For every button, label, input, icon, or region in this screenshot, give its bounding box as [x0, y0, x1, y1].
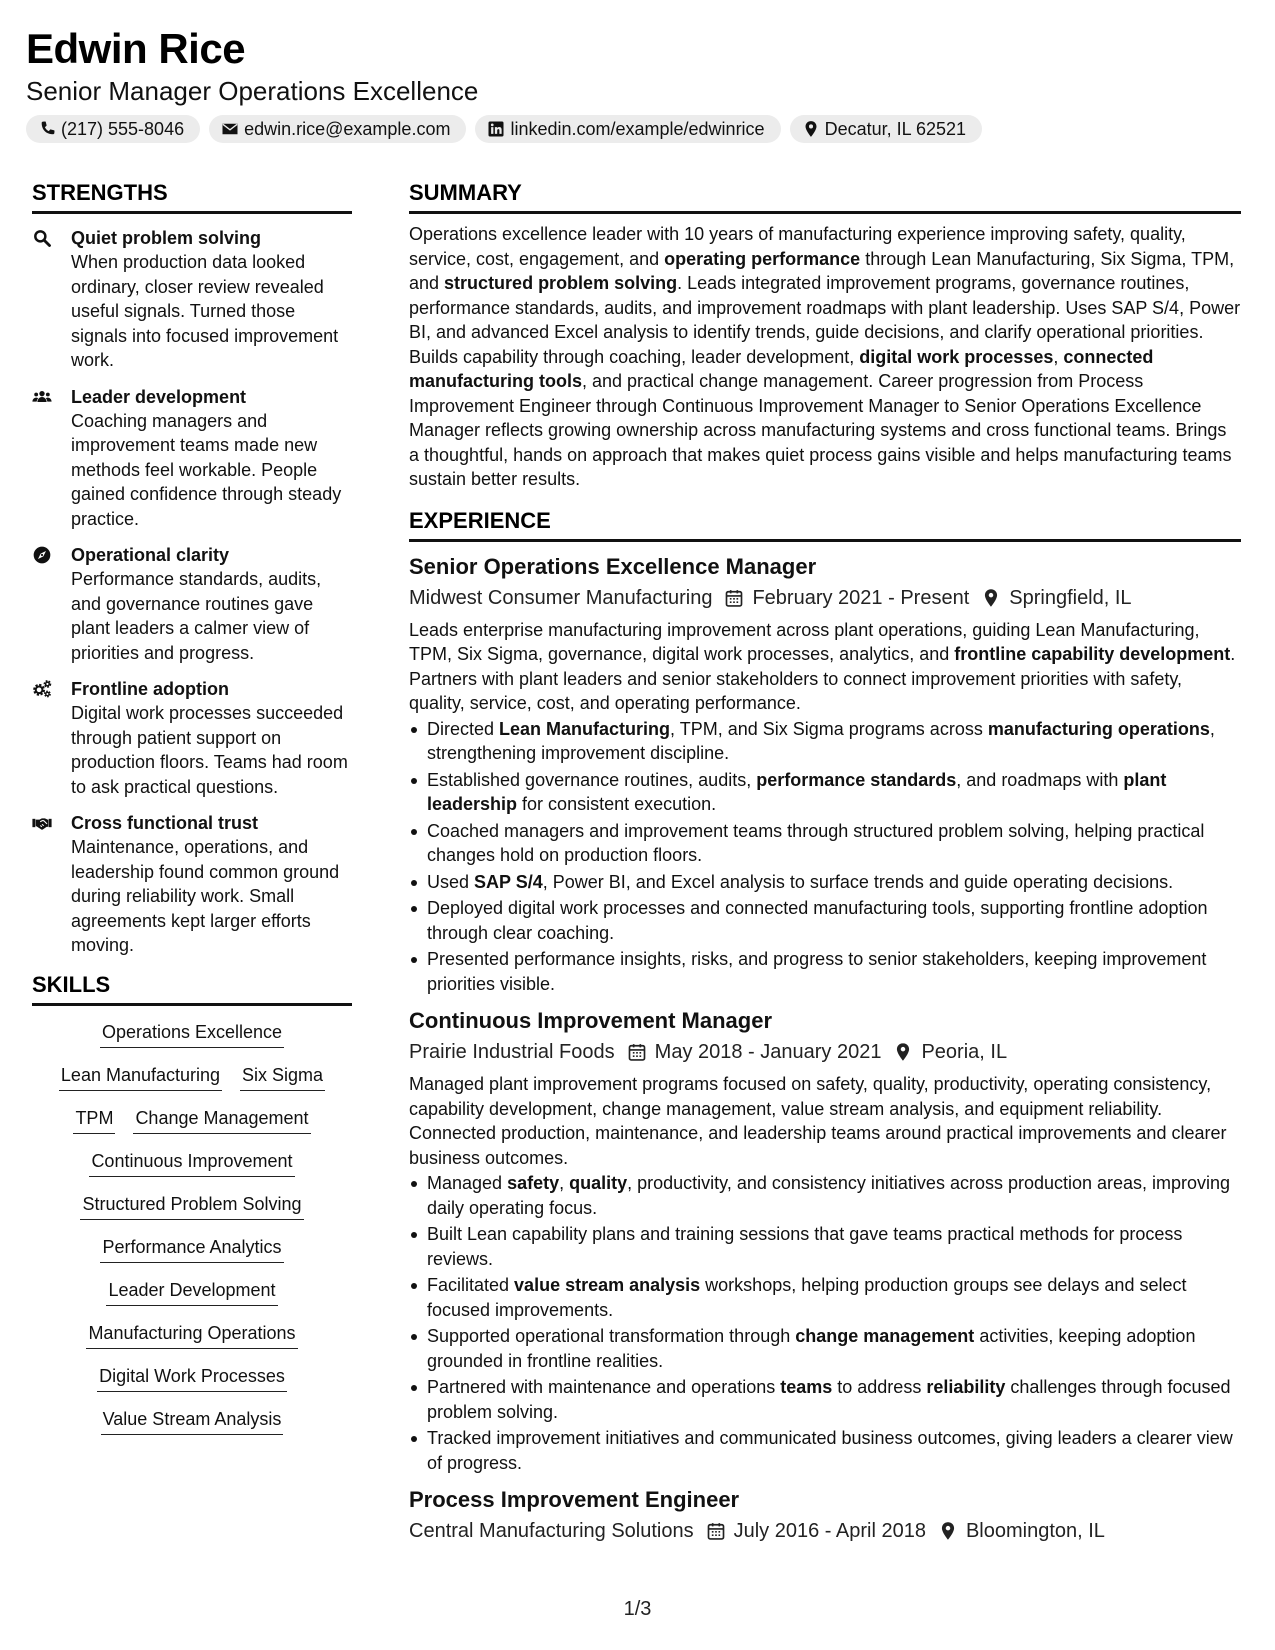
bullet-item — [409, 717, 1241, 766]
bullet-item — [409, 1222, 1241, 1271]
text-segment: Built Lean capability plans and training sessions that gave teams practical methods for process reviews. — [427, 1224, 1183, 1269]
job-location: Springfield, IL — [1009, 586, 1132, 609]
bold-text: reliability — [926, 1377, 1006, 1397]
job-dates: May 2018 - January 2021 — [654, 1041, 882, 1063]
resume-header — [26, 24, 1251, 143]
strength-desc: When production data looked ordinary, closer review revealed useful signals. Turned those signals into focused improvement work. — [71, 252, 339, 370]
text-segment: Operations excellence leader with 10 years of manufacturing experience improving safety, quality, service, cost, engagement, and — [409, 224, 1186, 269]
strength-title: Quiet problem solving — [71, 228, 262, 248]
text-segment: workshops, helping production groups see delays and select focused improvements. — [427, 1275, 1187, 1320]
location-pin-icon — [802, 120, 820, 138]
job-entry — [409, 1485, 1241, 1546]
text-segment: Tracked improvement initiatives and communicated business outcomes, giving leaders a clearer view of progress. — [427, 1428, 1233, 1473]
bold-text: digital work processes — [859, 346, 1054, 367]
text-segment: Presented performance insights, risks, and progress to senior stakeholders, keeping improvement priorities visible. — [427, 949, 1207, 994]
strength-desc: Maintenance, operations, and leadership found common ground during reliability work. Small agreements kept larger efforts moving. — [71, 837, 340, 955]
linkedin-icon — [487, 120, 505, 138]
text-segment: Leads enterprise manufacturing improvement across plant operations, guiding Lean Manufacturing, TPM, Six Sigma, governance, digital work processes, analytics, and — [409, 619, 1200, 664]
company-name: Prairie Industrial Foods — [409, 1041, 615, 1063]
text-segment: , and roadmaps with — [956, 769, 1124, 790]
bold-text: structured problem solving — [444, 273, 678, 293]
bullet-item — [409, 1273, 1241, 1322]
text-segment: , TPM, and Six Sigma programs across — [670, 718, 988, 739]
experience-section — [409, 506, 1241, 1547]
strength-title: Frontline adoption — [71, 679, 229, 699]
contact-phone[interactable] — [26, 115, 200, 143]
job-title: Continuous Improvement Manager — [409, 1008, 773, 1033]
candidate-name: Edwin Rice — [26, 25, 246, 72]
strength-desc: Performance standards, audits, and governance routines gave plant leaders a calmer view of priorities and progress. — [71, 569, 322, 663]
skill-tag: TPM — [73, 1106, 115, 1134]
text-segment: to address — [832, 1377, 927, 1397]
strengths-section — [32, 178, 352, 958]
job-description — [409, 1072, 1241, 1170]
job-meta — [409, 1037, 1241, 1067]
strengths-heading: STRENGTHS — [32, 178, 352, 214]
bold-text: change management — [795, 1326, 975, 1346]
bullet-item — [409, 1171, 1241, 1220]
text-segment: , Power BI, and Excel analysis to surface trends and guide operating decisions. — [542, 871, 1174, 892]
skills-list — [32, 1020, 352, 1435]
bold-text: quality — [569, 1173, 628, 1193]
job-location: Bloomington, IL — [965, 1520, 1105, 1542]
text-segment: Coached managers and improvement teams through structured problem solving, helping practical changes hold on production floors. — [427, 820, 1205, 865]
bold-text: frontline capability development — [954, 644, 1231, 664]
location-pin-icon — [893, 1042, 913, 1062]
bullet-item — [409, 1426, 1241, 1475]
strength-item — [32, 226, 352, 373]
candidate-role: Senior Manager Operations Excellence — [26, 76, 479, 106]
phone-text: (217) 555-8046 — [61, 118, 185, 139]
skill-tag: Value Stream Analysis — [101, 1407, 284, 1435]
job-dates: July 2016 - April 2018 — [733, 1520, 926, 1542]
location-text: Decatur, IL 62521 — [824, 118, 967, 139]
bullet-item — [409, 768, 1241, 817]
summary-section — [409, 178, 1241, 492]
gears-icon — [32, 679, 52, 699]
skill-tag: Continuous Improvement — [89, 1149, 294, 1177]
bold-text: value stream analysis — [514, 1275, 701, 1295]
text-segment: , — [1053, 346, 1064, 367]
text-segment: . Partners with plant leaders and senior stakeholders to connect improvement priorities with safety, quality, service, cost, and operating performance. — [409, 644, 1236, 713]
compass-icon — [32, 545, 52, 565]
text-segment: , and practical change management. Career progression from Process Improvement Engineer through Continuous Improvement Manager to Senior Operations Excellence Manager reflects growing ownership across manufacturing systems and cross functional teams. Brings a thoughtful, hands on approach that makes quiet process gains visible and helps manufacturing teams sustain better results. — [409, 371, 1232, 489]
strengths-list — [32, 226, 352, 958]
text-segment: Partnered with maintenance and operations — [427, 1377, 781, 1397]
text-segment: , — [559, 1173, 570, 1193]
bold-text: SAP S/4 — [474, 871, 543, 892]
job-bullets — [409, 1171, 1241, 1475]
location-pin-icon — [981, 588, 1001, 608]
contact-location — [790, 115, 982, 143]
strength-desc: Coaching managers and improvement teams made new methods feel workable. People gained confidence through steady practice. — [71, 410, 342, 529]
bold-text: performance standards — [756, 769, 957, 790]
skill-tag: Performance Analytics — [100, 1235, 283, 1263]
skills-heading: SKILLS — [32, 970, 352, 1006]
text-segment: Managed — [427, 1173, 508, 1193]
text-segment: Established governance routines, audits, — [427, 769, 757, 790]
skill-tag: Operations Excellence — [100, 1020, 284, 1048]
phone-icon — [38, 120, 56, 138]
contact-bar — [26, 115, 1251, 143]
skill-tag: Change Management — [133, 1106, 310, 1134]
bullet-item — [409, 1375, 1241, 1424]
calendar-icon — [724, 588, 744, 608]
skill-tag: Structured Problem Solving — [80, 1192, 303, 1220]
job-description — [409, 618, 1241, 716]
email-text: edwin.rice@example.com — [244, 118, 451, 139]
bullet-item — [409, 870, 1241, 895]
strength-item — [32, 811, 352, 958]
summary-text — [409, 222, 1241, 492]
job-meta — [409, 1516, 1241, 1546]
calendar-icon — [706, 1521, 726, 1541]
job-entry — [409, 1006, 1241, 1475]
text-segment: . Leads integrated improvement programs, governance routines, performance standards, audits, and improvement roadmaps with plant leadership. Uses SAP S/4, Power BI, and advanced Excel analysis to identify trends, guide decisions, and clarify operational priorities. Builds capability through coaching, leader development, — [409, 273, 1241, 367]
bold-text: teams — [780, 1377, 833, 1397]
text-segment: Deployed digital work processes and connected manufacturing tools, supporting frontline adoption through clear coaching. — [427, 898, 1208, 943]
text-segment: Directed — [427, 718, 500, 739]
strength-desc: Digital work processes succeeded through patient support on production floors. Teams had room to ask practical questions. — [71, 703, 348, 797]
bold-text: connected manufacturing tools — [409, 346, 1154, 391]
text-segment: Supported operational transformation through — [427, 1326, 796, 1346]
summary-heading: SUMMARY — [409, 178, 1241, 214]
strength-title: Leader development — [71, 386, 247, 407]
handshake-icon — [32, 813, 52, 833]
text-segment: Managed plant improvement programs focused on safety, quality, productivity, operating consistency, capability development, change management, value stream analysis, and equipment reliability. Connected production, maintenance, and leadership teams around practical improvements and clearer business outcomes. — [409, 1074, 1227, 1168]
company-name: Midwest Consumer Manufacturing — [409, 586, 713, 609]
text-segment: for consistent execution. — [517, 794, 717, 814]
linkedin-text: linkedin.com/example/edwinrice — [510, 118, 765, 139]
bold-text: Lean Manufacturing — [499, 718, 671, 739]
search-icon — [32, 228, 52, 248]
job-entry — [409, 552, 1241, 997]
contact-linkedin[interactable] — [475, 115, 780, 143]
job-location: Peoria, IL — [921, 1041, 1008, 1063]
job-meta — [409, 583, 1241, 613]
skill-tag: Leader Development — [106, 1278, 277, 1306]
text-segment: activities, keeping adoption grounded in frontline realities. — [427, 1326, 1196, 1371]
experience-heading: EXPERIENCE — [409, 506, 1241, 542]
job-title: Process Improvement Engineer — [409, 1487, 740, 1512]
strength-title: Cross functional trust — [71, 813, 259, 833]
bullet-item — [409, 947, 1241, 996]
bold-text: manufacturing operations — [987, 718, 1210, 739]
job-title: Senior Operations Excellence Manager — [409, 553, 817, 579]
calendar-icon — [627, 1042, 647, 1062]
contact-email[interactable] — [209, 115, 466, 143]
strength-item — [32, 677, 352, 799]
text-segment: through Lean Manufacturing, Six Sigma, TPM, and — [409, 248, 1235, 293]
users-icon — [32, 387, 52, 407]
job-list — [409, 552, 1241, 1547]
strength-item — [32, 385, 352, 532]
job-bullets — [409, 717, 1241, 997]
bullet-item — [409, 1324, 1241, 1373]
bullet-item — [409, 819, 1241, 868]
skills-section — [32, 970, 352, 1435]
text-segment: , strengthening improvement discipline. — [427, 718, 1215, 763]
page-number: 1/3 — [623, 1598, 652, 1620]
text-segment: Facilitated — [427, 1275, 515, 1295]
strength-item — [32, 543, 352, 665]
strength-title: Operational clarity — [71, 545, 230, 565]
text-segment: challenges through focused problem solving. — [427, 1377, 1231, 1422]
bullet-item — [409, 896, 1241, 945]
skill-tag: Six Sigma — [240, 1063, 325, 1091]
bold-text: safety — [507, 1173, 560, 1193]
skill-tag: Digital Work Processes — [97, 1364, 287, 1392]
location-pin-icon — [938, 1521, 958, 1541]
skill-tag: Manufacturing Operations — [86, 1321, 297, 1349]
bold-text: operating performance — [664, 248, 861, 269]
bold-text: plant leadership — [427, 769, 1167, 814]
company-name: Central Manufacturing Solutions — [409, 1520, 694, 1542]
job-dates: February 2021 - Present — [752, 586, 970, 609]
skill-tag: Lean Manufacturing — [59, 1063, 222, 1091]
envelope-icon — [221, 120, 239, 138]
text-segment: Used — [427, 871, 475, 892]
right-column — [409, 178, 1241, 1546]
left-column — [32, 178, 352, 1435]
text-segment: , productivity, and consistency initiatives across production areas, improving daily operating focus. — [427, 1173, 1231, 1218]
